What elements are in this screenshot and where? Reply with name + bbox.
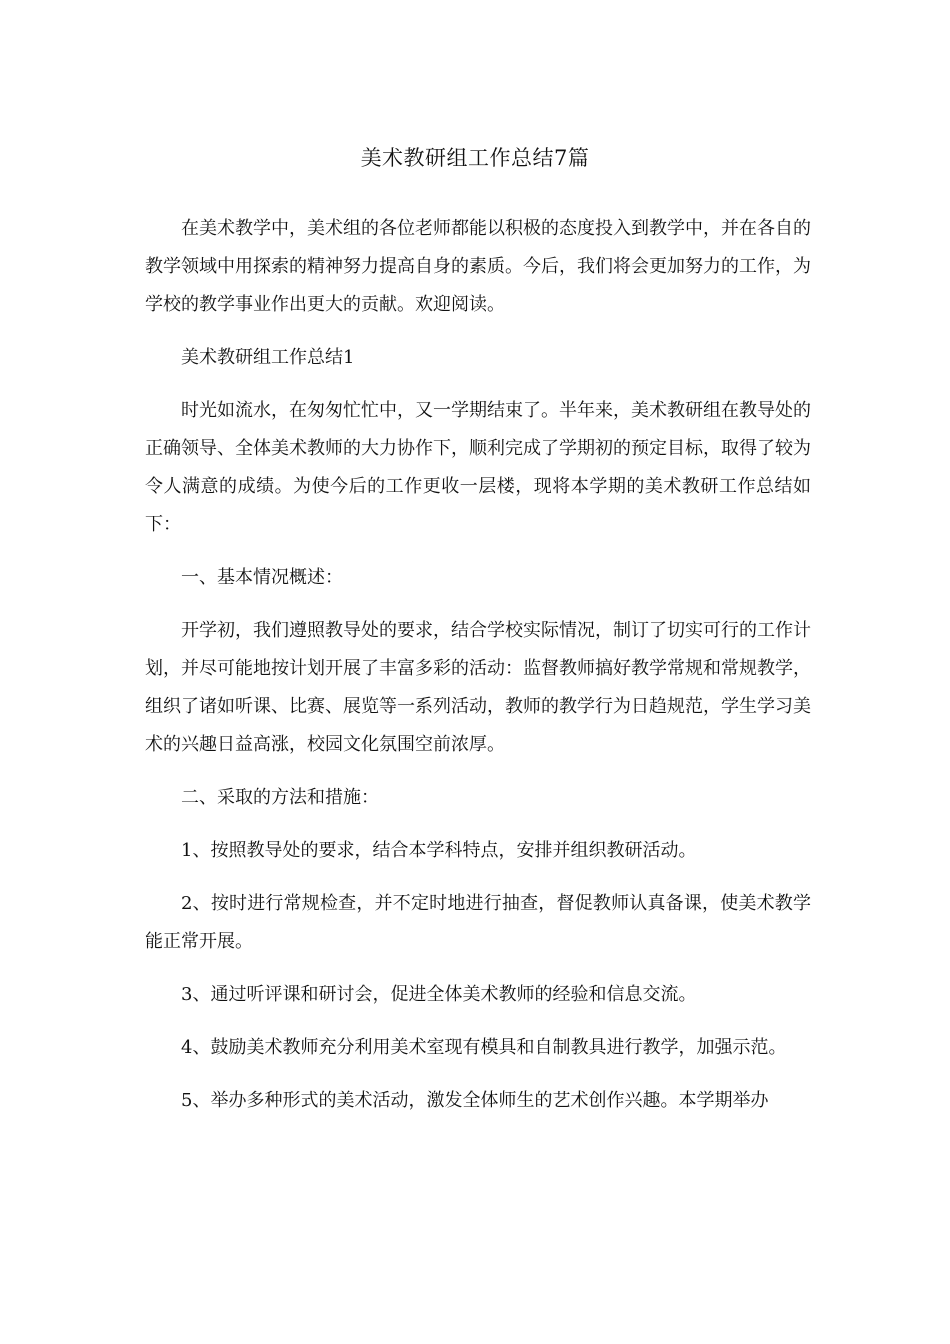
document-body <box>145 210 811 1135</box>
intro-paragraph: 在美术教学中，美术组的各位老师都能以积极的态度投入到教学中，并在各自的教学领域中用探索的精神努力提高自身的素质。今后，我们将会更加努力的工作，为学校的教学事业作出更大的贡献。欢迎阅读。 <box>145 218 811 315</box>
list-item: 1、按照教导处的要求，结合本学科特点，安排并组织教研活动。 <box>181 840 697 861</box>
document-title: 美术教研组工作总结7篇 <box>360 146 590 170</box>
section-heading-summary-1: 美术教研组工作总结1 <box>181 347 355 368</box>
list-item: 2、按时进行常规检查，并不定时地进行抽查，督促教师认真备课，使美术教学能正常开展。 <box>145 893 811 952</box>
section-heading-methods: 二、采取的方法和措施： <box>181 787 379 808</box>
body-paragraph: 时光如流水，在匆匆忙忙中，又一学期结束了。半年来，美术教研组在教导处的正确领导、全体美术教师的大力协作下，顺利完成了学期初的预定目标，取得了较为令人满意的成绩。为使今后的工作更收一层楼，现将本学期的美术教研工作总结如下： <box>145 400 811 535</box>
list-item: 4、鼓励美术教师充分利用美术室现有模具和自制教具进行教学，加强示范。 <box>181 1037 787 1058</box>
list-item: 3、通过听评课和研讨会，促进全体美术教师的经验和信息交流。 <box>181 984 697 1005</box>
body-paragraph: 开学初，我们遵照教导处的要求，结合学校实际情况，制订了切实可行的工作计划，并尽可能地按计划开展了丰富多彩的活动：监督教师搞好教学常规和常规教学，组织了诸如听课、比赛、展览等一系列活动，教师的教学行为日趋规范，学生学习美术的兴趣日益高涨，校园文化氛围空前浓厚。 <box>145 620 811 755</box>
list-item: 5、举办多种形式的美术活动，激发全体师生的艺术创作兴趣。本学期举办 <box>181 1090 769 1111</box>
section-heading-overview: 一、基本情况概述： <box>181 567 343 588</box>
